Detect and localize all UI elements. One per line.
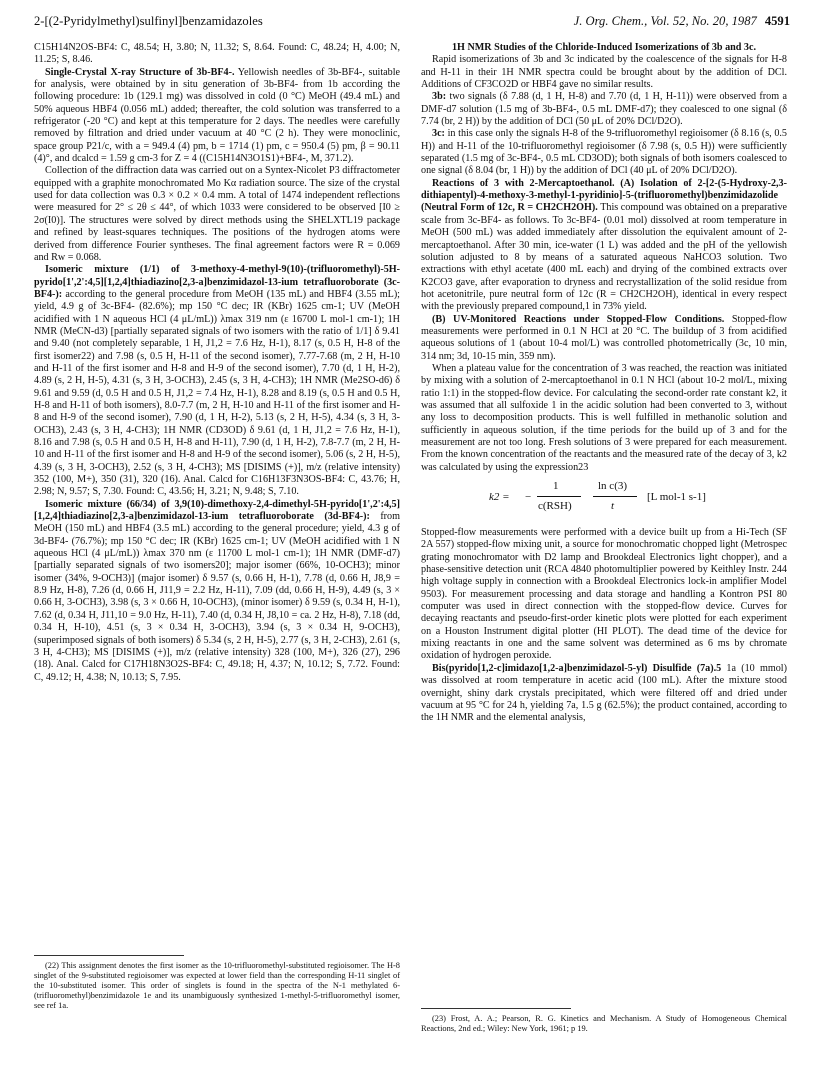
eq-fraction-bar-2 — [593, 496, 637, 497]
running-title: 2-[(2-Pyridylmethyl)sulfinyl]benzamidazoles — [34, 14, 263, 28]
right-column_top-paragraph — [421, 91, 787, 128]
left-column-paragraph-text: C15H14N2OS-BF4: C, 48.54; H, 3.80; N, 11.32; S, 8.64. Found: C, 48.24; H, 4.00; N, 11.25; S, 8.46. — [34, 42, 400, 66]
footnote-22-text: (22) This assignment denotes the first isomer as the 10-trifluoromethyl-substituted regioisomer. The H-8 singlet of the 9-substituted regioisomer was expected at lower field than the corresponding H-11 singlet of the 10-substituted isomer. This order of singlets is found in the spectra of the N-1 methylated 6-(trifluoromethyl)benzimidazole 1e and its unambiguously synthesized 1-methyl-5-trifluoromethyl isomer, see ref 1a. — [34, 961, 400, 1010]
eq-units: [L mol-1 s-1] — [647, 491, 706, 504]
left-column — [34, 42, 400, 684]
rate-equation — [421, 477, 787, 521]
right-column_top-paragraph-heading: 3c: — [432, 128, 445, 140]
right-column_top-paragraph — [421, 314, 787, 363]
eq-minus: − — [525, 491, 532, 504]
right-column_bottom-paragraph-heading: Bis(pyrido[1,2-c]imidazo[1,2-a]benzimidazol-5-yl) Disulfide (7a).5 — [432, 662, 722, 674]
footnote-divider-left — [34, 955, 184, 956]
right-column_top-paragraph — [421, 54, 787, 91]
footnote-23 — [421, 1014, 787, 1034]
running-header — [34, 12, 790, 34]
eq-den2: t — [611, 500, 615, 513]
right-column_top-paragraph — [421, 363, 787, 474]
page-number: 4591 — [764, 14, 790, 28]
footnote-divider-right — [421, 1008, 571, 1009]
eq-den1: c(RSH) — [538, 500, 572, 513]
right-column_top-paragraph-text: When a plateau value for the concentration of 3 was reached, the reaction was initiated by mixing with a solution of 2-mercaptoethanol in 0.1 N HCl (about 10-2 mol/L, mixing ratio 1:1) in the stopped-flow device. For calculating the second-order rate constant k2, it was assumed that all sulfoxide 1 in the acidic solution had been converted to 3, without any loss to decomposition products. This is well fulfilled in methanolic solution and sufficiently in aqueous solution, if the time periods for the build up of 3 and for the measurement are not too long. Fresh solutions of 3 were prepared for each measurement. From the known concentration of the reactants and the measured rate of the decay of 3, k2 was calculated by using the expression23 — [421, 362, 787, 473]
footnote-23-text: (23) Frost, A. A.; Pearson, R. G. Kinetics and Mechanism. A Study of Homogeneous Chemical Reactions, 2nd ed.; Wiley: New York, 1961; p 19. — [421, 1014, 787, 1033]
left-column-paragraph — [34, 42, 400, 67]
footnote-22 — [34, 961, 400, 1011]
right-column_top-paragraph — [421, 42, 787, 54]
right-column_top-paragraph-text: Stopped-flow measurements were performed in 0.1 N HCl at 20 °C. The buildup of 3 from acidified aqueous solutions of 1 (about 10-4 mol/L) was controlled photometrically (3c, 10 min, 314 nm; 3d, 10-15 min, 359 nm). — [421, 313, 787, 362]
left-column-paragraph — [34, 67, 400, 166]
left-column-paragraph-text: according to the general procedure from MeOH (135 mL) and HBF4 (3.55 mL); yield, 4.9 g of 3c-BF4- (82.6%); mp 150 °C dec; IR (KBr) 1625 cm-1; UV (MeOH acidified with 1 N aqueous HCl (4 μL/mL)) λmax 319 nm (ε 16700 L mol-1 cm-1); 1H NMR (MeCN-d3) [partially separated signals of two isomers with the ratio of 1/1] δ 9.41 and 9.40 (not completely separable, 1 H, J1,2 = 7.6 Hz, H-1), 8.17 (s, 0.5 H, H-8 of the first isomer22) and 7.98 (s, 0.5 H, H-11 of the second isomer), 7.77-7.68 (m, 2 H, H-10 and H-11 of the first isomer and H-8 and H-9 of the second isomer), 7.70 (d, 1 H, H-2), 4.89 (s, 2 H, H-5), 4.31 (s, 3 H, 3-OCH3), 2.45 (s, 3 H, 4-CH3); 1H NMR (Me2SO-d6) δ 9.61 and 9.59 (d, 0.5 H and 0.5 H, J1,2 = 7.4 Hz, H-1), 8.28 and 8.19 (s, 0.5 H and 0.5 H, H-8 and H-11 of both isomers), 8.0-7.7 (m, 2 H, H-10 and H-11 of the first isomer and H-8 and H-9 of the second isomer), 7.90 (d, 1 H, H-2), 5.13 (s, 2 H, H-5), 4.34 (s, 3 H, 3-OCH3), 2.43 (s, 3 H, 4-CH3); 1H NMR (CD3OD) δ 9.61 (d, 1 H, J1,2 = 7.6 Hz, H-1), 8.16 and 7.98 (s, 0.5 H and 0.5 H, H-8 and H-11), 7.90 (d, 1 H, H-2), 7.8-7.7 (m, 2 H, H-10 and H-11 of the first isomer and H-8 and H-9 of the second isomer), 5.06 (s, 2 H, H-5), 4.39 (s, 3 H, 3-OCH3), 2.52 (s, 3 H, 4-CH3); MS [DISIMS (+)], m/z (relative intensity) 352 (100, M+), 350 (31), 320 (16). Anal. Calcd for C16H13F3N3OS-BF4: C, 43.76; H, 2.98; N, 9.57; S, 7.30. Found: C, 43.56; H, 3.21; N, 9.48; S, 7.10. — [34, 288, 400, 498]
right-column_top-paragraph — [421, 128, 787, 177]
eq-fraction-bar-1 — [537, 496, 581, 497]
right-column_top-paragraph-heading: Reactions of 3 with 2-Mercaptoethanol. (A) Isolation of 2-[2-(5-Hydroxy-2,3-dithiapentyl)-4-methoxy-3-methyl-1-pyridinio]-5-(trifluoromethyl)benzimidazolide (Neutral Form of 12c, R = CH2CH2OH). — [421, 177, 787, 214]
right-column_bottom-paragraph-text: 1a (10 mmol) was dissolved at room temperature in acetic acid (100 mL). After the mixture stood overnight, shiny dark crystals precipitated, which were filtered off and dried under vacuum at 95 °C for 24 h, yielding 7a, 1.5 g (62.5%); the product contained, according to the 1H NMR and the elemental analysis, — [421, 662, 787, 724]
right-column_top-paragraph-text: This compound was obtained on a preparative scale from 3c-BF4- as follows. To 3c-BF4- (0.01 mol) dissolved at room temperature in MeOH (500 mL) was added immediately after dissolution the equivalent amount of 2-mercaptoethanol. After 30 min, ice-water (1 L) was added and the pH of the yellowish solution adjusted to 8 by means of a saturated aqueous NaHCO3 solution. Two extractions with ethyl acetate (400 mL each) and drying of the combined extracts over K2CO3 gave, after evaporation to dryness and recrystallization of the solid residue from hot acetonitrile, pure neutral form of 12c (R = CH2CH2OH), identical in every respect with the previously prepared compound,1 in 73% yield. — [421, 202, 788, 313]
left-column-paragraph — [34, 165, 400, 264]
right-column — [421, 42, 787, 725]
right-column_bottom-paragraph-text: Stopped-flow measurements were performed with a device built up from a Hi-Tech (SF 2A 557) stopped-flow mixing unit, a source for monochromatic chopped light (Metrospec grating monochromator with D2 lamp and Brookdeal Electronics light chopper), and a phase-sensitive detection unit (RCA 4840 photomultiplier powered by Keithley Instr. 244 high voltage supply in connection with a Brookdeal Electronics lock-in amplifier Model 9503). For measurement processing and data storage and handling a Kontron PSI 80 computer was used in direct connection with the stopped-flow device. Curves for decaying reactants and pseudo-first-order kinetic plots were plotted for each experiment on a Houston Instrument digital plotter (HI PLOT). The dead time of the device for mixing reactants in one and the same solvent was determined as 6 ms by chromate oxidation of hydrogen peroxide. — [421, 527, 787, 662]
left-column-paragraph-text: from MeOH (150 mL) and HBF4 (3.5 mL) according to the general procedure; yield, 4.3 g of 3d-BF4- (76.7%); mp 150 °C dec; IR (KBr) 1625 cm-1; UV (MeOH acidified with 1 N aqueous HCl (4 μL/mL)) λmax 370 nm (ε 11700 L mol-1 cm-1); 1H NMR (DMF-d7) [partially separated signals of two isomers20]; major isomer (66%, 10-OCH3); minor isomer (34%, 9-OCH3)] (major isomer) δ 9.57 (s, 0.66 H, H-1), 7.78 (d, 0.66 H, J8,9 = 8.9 Hz, H-8), 7.26 (d, 0.66 H, J11,9 = 2.2 Hz, H-11), 7.09 (dd, 0.66 H, H-9), 4.49 (s, 3 × 0.66 H, 3-OCH3), 3.98 (s, 3 × 0.66 H, 10-OCH3), (minor isomer) δ 9.59 (s, 0.34 H, H-1), 7.62 (d, 0.34 H, J11,10 = 9.0 Hz, H-11), 7.40 (d, 0.34 H, J8,10 = ca. 2 Hz, H-8), 7.18 (dd, 0.34 H, H-10), 4.51 (s, 3 × 0.34 H, 3-OCH3), 3.94 (s, 3 × 0.34 H, 9-OCH3), (superimposed signals of both isomers) δ 5.34 (s, 2 H, H-5), 2.77 (s, 3 H, 2-CH3), 2.61 (s, 3 H, 4-CH3); MS [DISIMS (+)], m/z (relative intensity) 328 (100, M+), 326 (27), 296 (18). Anal. Calcd for C17H18N3O2S-BF4: C, 49.18; H, 4.37; N, 10.12; S, 7.72. Found: C, 49.12; H, 4.38; N, 10.13; S, 7.95. — [34, 511, 400, 683]
right-column_top-paragraph-text: two signals (δ 7.88 (d, 1 H, H-8) and 7.70 (d, 1 H, H-11)) were observed from a DMF-d7 solution (1.5 mg of 3b-BF4-, 0.5 mL DMF-d7); they coalesced to one signal (δ 7.74 (br, 2 H)) by the addition of DCl (50 μL of 20% DCl/D2O). — [421, 91, 787, 128]
right-column_top-paragraph — [421, 178, 787, 314]
eq-lhs: k2 = — [489, 491, 510, 504]
left-column-paragraph — [34, 499, 400, 684]
right-column_bottom-paragraph — [421, 527, 787, 663]
right-column_bottom-paragraph — [421, 663, 787, 725]
journal-info: J. Org. Chem., Vol. 52, No. 20, 1987 — [573, 14, 757, 28]
left-column-paragraph-heading: Isomeric mixture (1/1) of 3-methoxy-4-methyl-9(10)-(trifluoromethyl)-5H-pyrido[1',2':4,5][1,2,4]thiadiazino[2,3-a]benzimidazol-13-ium tetrafluoroborate (3c-BF4-): — [34, 264, 400, 300]
journal-citation — [574, 14, 790, 29]
right-column_top-paragraph-text: 1H NMR Studies of the Chloride-Induced Isomerizations of 3b and 3c. — [451, 42, 757, 53]
right-column_top-paragraph-heading: 3b: — [432, 91, 447, 103]
left-column-paragraph-heading: Single-Crystal X-ray Structure of 3b-BF4-. — [45, 66, 235, 78]
right-column_top-paragraph-text: Rapid isomerizations of 3b and 3c indicated by the coalescence of the signals for H-8 and H-11 in their 1H NMR spectra could be brought about by the addition of DCl. Additions of CF3CO2D or HBF4 gave no similar results. — [421, 54, 787, 91]
eq-num2: ln c(3) — [598, 480, 628, 493]
right-column_top-paragraph-text: in this case only the signals H-8 of the 9-trifluoromethyl regioisomer (δ 8.16 (s, 0.5 H)) and H-11 of the 10-trifluoromethyl regioisomer (δ 7.98 (s, 0.5 H)) were sufficiently separated (1.5 mg of 3c-BF4-, 0.5 mL CD3OD); both signals of both isomers coalesced to one signal (δ 8.04 (br, 1 H)) by the addition of DCl (40 μL of 20% DCl/D2O). — [421, 128, 787, 177]
right-column_top-paragraph-heading: (B) UV-Monitored Reactions under Stopped-Flow Conditions. — [432, 313, 725, 325]
left-column-paragraph-text: Yellowish needles of 3b-BF4-, suitable for analysis, were obtained by in situ generation of 3b-BF4- from 1b according the following procedure: 1b (129.1 mg) was dissolved in cold (0 °C) MeOH (49.4 mL) and 50% aqueous HBF4 (0.056 mL) added; thereafter, the cold solution was transferred to a refrigerator (-20 °C) and kept at this temperature for 2 days. The needles were carefully removed by filtration and dried under vacuum at 40 °C (2 h). They were monoclinic, space group P21/c, with a = 949.4 (4) pm, b = 1714 (1) pm, c = 950.4 (5) pm, β = 90.11 (4)°, and dcalcd = 1.59 g cm-3 for Z = 4 ((C15H14N3O1S1)+BF4-, M, 371.2). — [34, 66, 400, 165]
left-column-paragraph-heading: Isomeric mixture (66/34) of 3,9(10)-dimethoxy-2,4-dimethyl-5H-pyrido[1',2':4,5][1,2,4]thiadiazino[2,3-a]benzimidazol-13-ium tetrafluoroborate (3d-BF4-): — [34, 498, 400, 523]
eq-num1: 1 — [553, 480, 559, 493]
left-column-paragraph — [34, 264, 400, 499]
left-column-paragraph-text: Collection of the diffraction data was carried out on a Syntex-Nicolet P3 diffractometer equipped with a graphite monochromated Mo Kα radiation source. The size of the crystal used for data collection was 0.3 × 0.2 × 0.4 mm. A total of 1474 independent reflections were measured for 2° ≤ 2θ ≤ 44°, of which 1033 were considered to be observed [I0 ≥ 2σ(I0)]. The structures were solved by direct methods using the SHELXTL19 package and refined by least-squares techniques. The positions of the hydrogen atoms were derived from difference Fourier syntheses. The final agreement factors were R = 0.069 and Rw = 0.068. — [34, 165, 400, 263]
